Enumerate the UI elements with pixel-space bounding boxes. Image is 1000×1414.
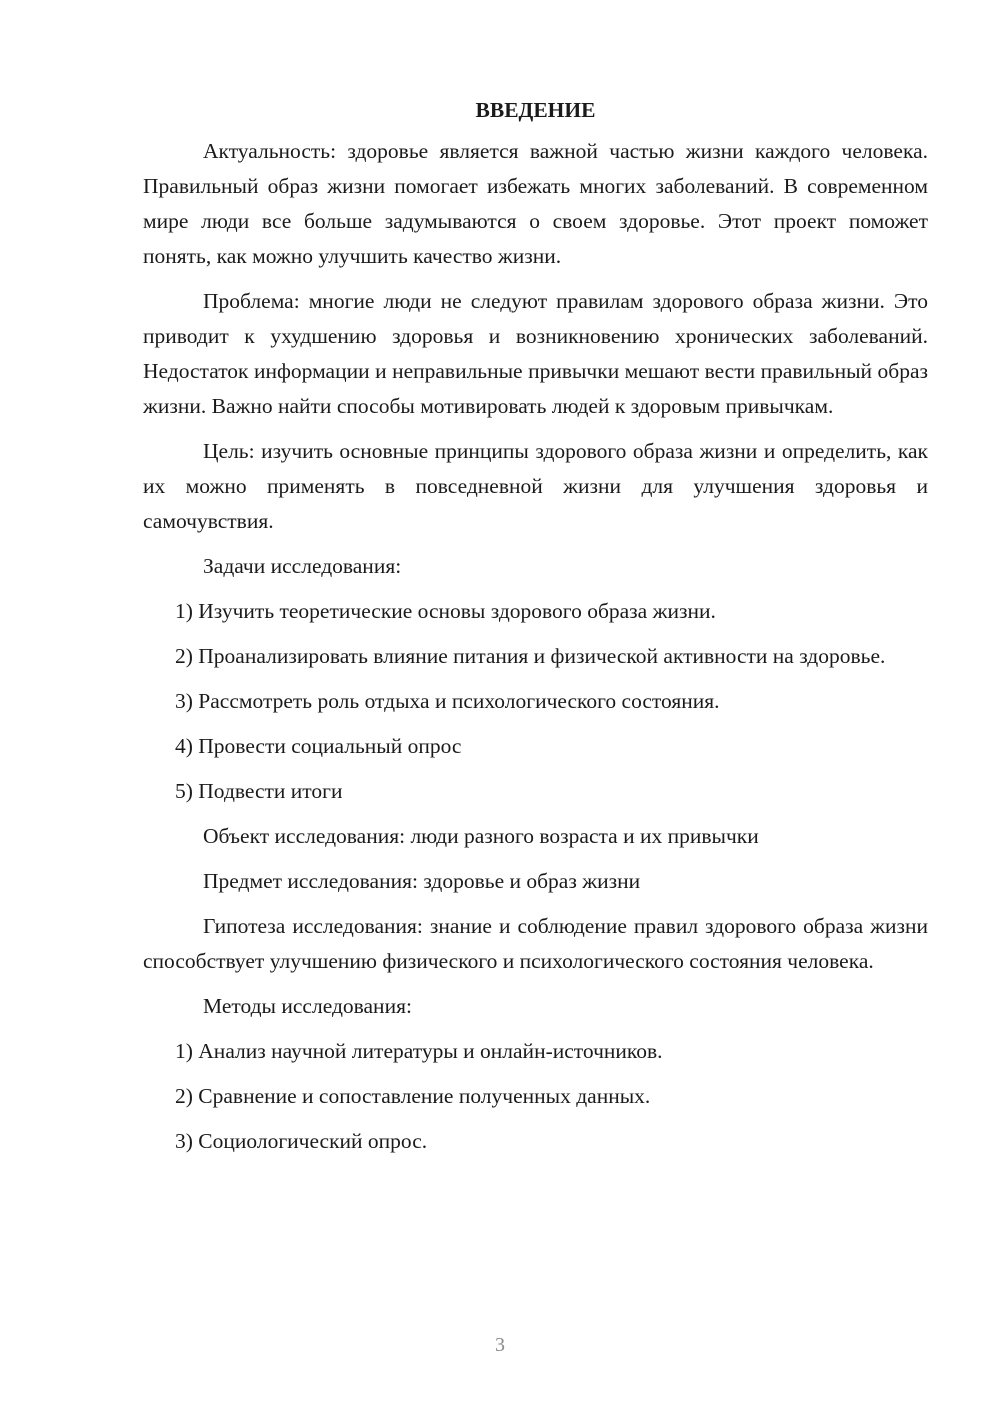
subject-line: Предмет исследования: здоровье и образ жизни [203, 869, 641, 893]
hypothesis-paragraph: Гипотеза исследования: знание и соблюдение правил здорового образа жизни способствует улучшению физического и психологического состояния человека. [143, 914, 928, 973]
methods-title: Методы исследования: [203, 994, 412, 1018]
method-item: 1) Анализ научной литературы и онлайн-источников. [175, 1039, 663, 1063]
object-line: Объект исследования: люди разного возраста и их привычки [203, 824, 759, 848]
page-number: 3 [495, 1334, 505, 1356]
task-item: 5) Подвести итоги [175, 779, 343, 803]
relevance-paragraph: Актуальность: здоровье является важной частью жизни каждого человека. Правильный образ жизни помогает избежать многих заболеваний. В современном мире люди все больше задумываются о своем здоровье. Этот проект поможет понять, как можно улучшить качество жизни. [143, 139, 928, 268]
document-page [143, 95, 928, 1159]
method-item: 3) Социологический опрос. [175, 1129, 428, 1153]
method-item: 2) Сравнение и сопоставление полученных данных. [175, 1084, 651, 1108]
task-item: 1) Изучить теоретические основы здорового образа жизни. [175, 599, 716, 623]
task-item: 2) Проанализировать влияние питания и физической активности на здоровье. [175, 644, 886, 668]
problem-paragraph: Проблема: многие люди не следуют правилам здорового образа жизни. Это приводит к ухудшению здоровья и возникновению хронических заболеваний. Недостаток информации и неправильные привычки мешают вести правильный образ жизни. Важно найти способы мотивировать людей к здоровым привычкам. [143, 289, 928, 418]
page-title: ВВЕДЕНИЕ [475, 98, 596, 122]
task-item: 3) Рассмотреть роль отдыха и психологического состояния. [175, 689, 720, 713]
tasks-title: Задачи исследования: [203, 554, 402, 578]
goal-paragraph: Цель: изучить основные принципы здорового образа жизни и определить, как их можно применять в повседневной жизни для улучшения здоровья и самочувствия. [143, 439, 928, 533]
task-item: 4) Провести социальный опрос [175, 734, 462, 758]
